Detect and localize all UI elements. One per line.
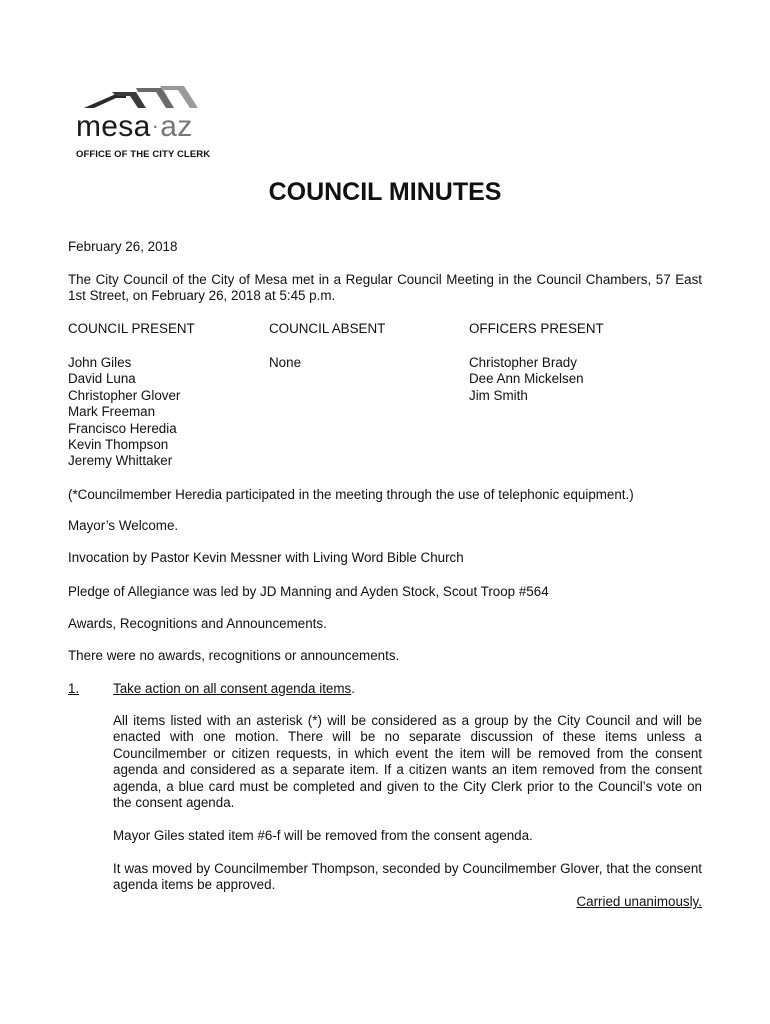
telephonic-note: (*Councilmember Heredia participated in the meeting through the use of telephonic equipment.)	[68, 487, 634, 502]
council-absent-list	[269, 355, 301, 371]
council-present-list	[68, 355, 180, 470]
document-title: COUNCIL MINUTES	[268, 178, 502, 206]
list-item: Francisco Heredia	[68, 420, 177, 436]
list-item: David Luna	[68, 371, 136, 387]
mesa-wordmark	[76, 112, 193, 142]
item-title-text: Take action on all consent agenda items	[113, 681, 352, 696]
officers-present-list	[469, 355, 584, 404]
list-item: Mark Freeman	[68, 404, 156, 420]
officers-present-heading: OFFICERS PRESENT	[469, 321, 604, 336]
wordmark-main: mesa	[76, 110, 151, 143]
vote-result	[576, 894, 702, 909]
wordmark-suffix: az	[160, 110, 193, 143]
vote-result-text: Carried unanimously	[576, 894, 699, 909]
list-item: John Giles	[68, 355, 132, 370]
no-awards-note: There were no awards, recognitions or announcements.	[68, 648, 400, 663]
intro-paragraph: The City Council of the City of Mesa met in a Regular Council Meeting in the Council Chambers, 57 East 1st Street, on February 26, 2018 at 5:45 p.m.	[68, 272, 702, 304]
list-item: Christopher Glover	[68, 387, 181, 403]
meeting-date: February 26, 2018	[68, 239, 178, 254]
item-number: 1.	[68, 681, 80, 696]
list-item: Christopher Brady	[469, 355, 577, 370]
mayor-statement: Mayor Giles stated item #6-f will be removed from the consent agenda.	[113, 828, 533, 843]
list-item: None	[269, 355, 302, 370]
pledge: Pledge of Allegiance was led by JD Manning and Ayden Stock, Scout Troop #564	[68, 584, 549, 599]
council-present-heading: COUNCIL PRESENT	[68, 321, 195, 336]
office-label: OFFICE OF THE CITY CLERK	[76, 149, 211, 160]
vote-result-period: .	[698, 894, 702, 909]
invocation: Invocation by Pastor Kevin Messner with Living Word Bible Church	[68, 550, 464, 565]
council-absent-heading: COUNCIL ABSENT	[269, 321, 386, 336]
item-title	[113, 681, 355, 696]
item-title-period: .	[351, 681, 355, 696]
list-item: Jeremy Whittaker	[68, 453, 173, 469]
awards-heading: Awards, Recognitions and Announcements.	[68, 616, 327, 631]
consent-agenda-description: All items listed with an asterisk (*) will be considered as a group by the City Council and will be enacted with one motion. There will be no separate discussion of these items unless a Councilmember or citizen requests, in which event the item will be removed from the consent agenda and considered as a separate item. If a citizen wants an item removed from the consent agenda, a blue card must be completed and given to the City Clerk prior to the Council’s vote on the consent agenda.	[113, 713, 702, 811]
motion-paragraph: It was moved by Councilmember Thompson, seconded by Councilmember Glover, that the consent agenda items be approved.	[113, 861, 702, 893]
mayors-welcome: Mayor’s Welcome.	[68, 518, 179, 533]
list-item: Kevin Thompson	[68, 437, 169, 453]
wordmark-dot: ·	[151, 113, 160, 138]
list-item: Dee Ann Mickelsen	[469, 371, 584, 387]
list-item: Jim Smith	[469, 387, 528, 403]
